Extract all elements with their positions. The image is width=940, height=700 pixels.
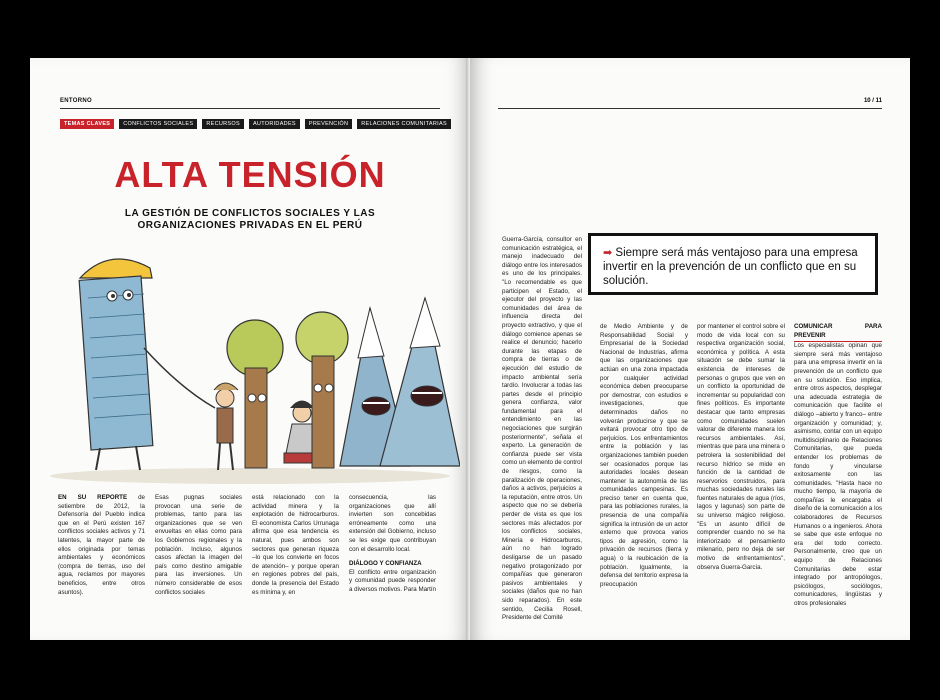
column-2: Esas pugnas sociales provocan una serie de problemas, tanto para las organizaciones que se ven envueltas en ellas como para los Gobiernos regionales y la población. Incluso, algunos casos afectan la imagen del país como destino amigable para las inversiones. Un número considerable de esos conflictos sociales <box>155 494 242 596</box>
tag-prevencion: PREVENCIÓN <box>305 119 352 129</box>
column-d-text: Los especialistas opinan que siempre será más ventajoso para una empresa invertir en la prevención de un conflicto que en su solución. Eso implica, entre otros aspectos, desplegar una adecuada estrategia de comunicación que facilite el diálogo –abierto y franco– entre organización y comunidad; y, asimismo, contar con un equipo multidisciplinario de Relaciones Comunitarias, que pueda entender los problemas de fondo y vincularse exitosamente con las comunidades. "Hasta hace no mucho tiempo, la mayoría de compañías le encargaba el diseño de la comunicación a los colaboradores de Recursos Humanos o a ingenieros. Ahora se sabe que este enfoque no era del todo correcto. Personalmente, creo que un equipo de Relaciones Comunitarias debe estar integrado por antropólogos, psicólogos, sociólogos, comunicadores, lingüistas y otros profesionales <box>794 342 882 607</box>
column-3: está relacionado con la actividad minera y la explotación de hidrocarburos. El economista Carlos Urrunaga afirma que esa tendencia es natural, pues ambos son sectores que generan riqueza –lo que los convierte en focos de atención– y porque operan en regiones pobres del país, donde la presencia del Estado es mínima y, en <box>252 494 339 596</box>
building-character <box>79 259 215 470</box>
column-d-subtitle: COMUNICAR PARA PREVENIR <box>794 323 882 342</box>
column-b: de Medio Ambiente y de Responsabilidad Social y Empresarial de la Sociedad Nacional de Industrias, afirma que las organizaciones que actúan en una zona impactada por cualquier actividad económica deben preocuparse por demostrar, con estudios e investigaciones, que determinados daños no volverán producirse y que se evitará provocar otro tipo de perjuicios. Los enfrentamientos entre la población y las organizaciones también pueden ser ocasionados porque las autoridades locales desean mantener la autonomía de las comunidades campesinas. Es preciso tener en cuenta que, para las poblaciones rurales, la presencia de una compañía significa la intrusión de un actor externo que provoca varios tipos de agresión, como la privación de recursos (tierra y agua) o la reubicación de la población. Igualmente, la defensa del territorio expresa la preocupación <box>600 323 688 588</box>
editorial-illustration <box>40 238 460 488</box>
column-a: Guerra-García, consultor en comunicación estratégica, el manejo inadecuado del diálogo entre los interesados es uno de los principales. "Lo recomendable es que participen el Estado, el ejecutor del proyecto y las comunidades del área de influencia directa del proyecto extractivo, y que el diálogo comience apenas se realice el denuncio; hacerlo durante las etapas de compra de tierras o de ejecución del estudio de impacto ambiental sería tardío. Involucrar a todas las partes desde el principio genera confianza, valor fundamental para el entendimiento en las negociaciones que surgirán posteriormente", señala el experto. La generación de confianza puede ser vista como un elemento de control de riesgos, como la paralización de operaciones, daños a activos, perjuicios a la reputación, entre otros. Un aspecto que no se debería perder de vista es que los sectores más afectados por los conflictos sociales, Minería e Hidrocarburos, aún no han logrado desligarse de un pasado negativo protagonizado por compañías que generaron pasivos ambientales y sociales (daños que no han sido reparados). En este sentido, Cecilia Rosell, Presidente del Comité <box>502 236 582 622</box>
pull-quote <box>588 233 878 295</box>
right-page <box>470 58 910 640</box>
article-subhead: LA GESTIÓN DE CONFLICTOS SOCIALES Y LAS ORGANIZACIONES PRIVADAS EN EL PERÚ <box>124 208 376 231</box>
topic-tags <box>60 119 451 129</box>
column-d <box>794 323 882 609</box>
column-4-text: consecuencia, las organizaciones que allí invierten son concebidas erróneamente como una extensión del Gobierno, incluso se les exige que contribuyan con el desarrollo local. <box>349 494 436 553</box>
tag-conflictos: CONFLICTOS SOCIALES <box>119 119 197 129</box>
arrow-icon: ➡ <box>603 247 613 259</box>
column-1-text: de setiembre de 2012, la Defensoría del Pueblo indica que en el Perú existen 167 conflictos sociales activos y 71 latentes, la mayor parte de ellos originada por temas ambientales y económicos (compra de tierras, uso del agua, reclamos por mayores beneficios, entre otros asuntos). <box>58 494 145 596</box>
mountain-characters <box>340 298 460 466</box>
tag-relaciones: RELACIONES COMUNITARIAS <box>357 119 451 129</box>
tag-autoridades: AUTORIDADES <box>249 119 300 129</box>
article-headline: ALTA TENSIÓN <box>114 154 386 195</box>
column-4 <box>349 494 436 595</box>
page-folio: 10 / 11 <box>863 98 882 104</box>
tag-temas-claves: TEMAS CLAVES <box>60 119 114 129</box>
header-rule-right <box>498 108 882 109</box>
tag-recursos: RECURSOS <box>202 119 244 129</box>
left-page <box>30 58 470 640</box>
pull-quote-text: Siempre será más ventajoso para una empresa invertir en la prevención de un conflicto que en su solución. <box>603 247 858 287</box>
column-c: por mantener el control sobre el modo de vida local con su respectiva organización social, económica y política. A esta situación se debe sumar la existencia de intereses de personas o grupos que ven en un conflicto la oportunidad de incrementar su popularidad con fines políticos. Es importante destacar que tanto empresas como comunidades suelen valorar de diferente manera los recursos ambientales. Así, mientras que para una minera o petrolera la sostenibilidad del recurso hídrico se mide en función de la cantidad de reservorios construidos, para muchas sociedades rurales las fuentes naturales de agua (ríos, lagos y lagunas) son parte de su universo mágico religioso. "Es un asunto difícil de comprender cuando no se ha interiorizado el pensamiento milenario, pero no deja de ser motivo de enfrentamientos", observa Guerra-García. <box>697 323 785 571</box>
column-4-text-b: El conflicto entre organización y comunidad puede responder a diversos motivos. Para Martín <box>349 568 436 593</box>
column-1 <box>58 494 145 597</box>
section-label: ENTORNO <box>60 98 92 104</box>
column-1-lead: EN SU REPORTE <box>58 494 128 501</box>
column-4-subtitle: DIÁLOGO Y CONFIANZA <box>349 560 422 568</box>
header-rule <box>60 108 440 109</box>
